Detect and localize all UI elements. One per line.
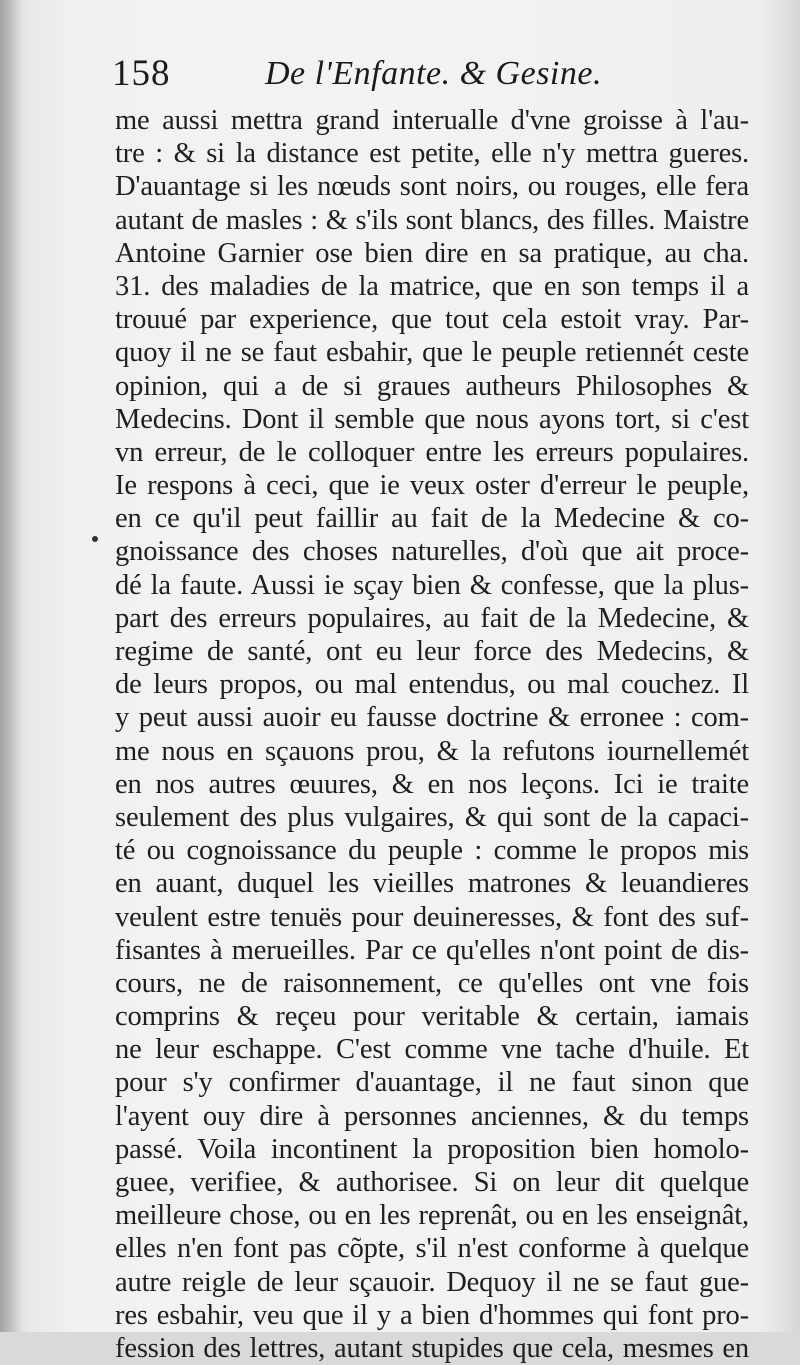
- text-line: Antoine Garnier ose bien dire en sa pratique, au cha.: [115, 237, 749, 269]
- text-line: autant de masles : & s'ils sont blancs, des filles. Maistre: [115, 204, 749, 236]
- text-line: veulent estre tenuës pour deuineresses, & font des suf-: [115, 901, 749, 933]
- text-line: opinion, qui a de si graues autheurs Philosophes &: [115, 370, 749, 402]
- text-line: ne leur eschappe. C'est comme vne tache d'huile. Et: [115, 1034, 749, 1066]
- text-line: meilleure chose, ou en les reprenât, ou en les enseignât,: [115, 1200, 749, 1232]
- text-line: passé. Voila incontinent la proposition bien homolo-: [115, 1133, 749, 1165]
- text-line: res esbahir, veu que il y a bien d'hommes qui font pro-: [115, 1299, 749, 1331]
- text-line: té ou cognoissance du peuple : comme le propos mis: [115, 835, 749, 867]
- text-line: en ce qu'il peut faillir au fait de la Medecine & co-: [115, 503, 749, 535]
- text-line: guee, verifiee, & authorisee. Si on leur dit quelque: [115, 1167, 749, 1198]
- text-line: cours, ne de raisonnement, ce qu'elles ont vne fois: [115, 967, 749, 999]
- text-line: elles n'en font pas cõpte, s'il n'est conforme à quelque: [115, 1233, 749, 1265]
- text-line: y peut aussi auoir eu fausse doctrine & erronee : com-: [115, 702, 749, 734]
- text-line: autre reigle de leur sçauoir. Dequoy il ne se faut gue-: [115, 1266, 749, 1298]
- text-line: D'auantage si les nœuds sont noirs, ou rouges, elle fera: [115, 171, 749, 203]
- text-line: me nous en sçauons prou, & la refutons iournellemét: [115, 735, 749, 767]
- page-number: 158: [112, 53, 171, 94]
- text-line: Medecins. Dont il semble que nous ayons tort, si c'est: [115, 403, 749, 435]
- text-line: quoy il ne se faut esbahir, que le peuple retiennét ceste: [115, 337, 749, 369]
- text-line: trouué par experience, que tout cela estoit vray. Par-: [115, 304, 749, 336]
- text-line: comprins & reçeu pour veritable & certain, iamais: [115, 1001, 749, 1033]
- ink-speck: [92, 536, 98, 542]
- text-line: fisantes à merueilles. Par ce qu'elles n'ont point de dis-: [115, 934, 749, 966]
- text-line: seulement des plus vulgaires, & qui sont de la capaci-: [115, 801, 749, 833]
- text-line: fession des lettres, autant stupides que cela, mesmes en: [115, 1332, 749, 1364]
- text-line: en nos autres œuures, & en nos leçons. Ici ie traite: [115, 768, 749, 800]
- text-line: Ie respons à ceci, que ie veux oster d'erreur le peuple,: [115, 470, 749, 502]
- text-line: pour s'y confirmer d'auantage, il ne faut sinon que: [115, 1067, 749, 1099]
- text-line: me aussi mettra grand interualle d'vne groisse à l'au-: [115, 105, 749, 136]
- text-line: tre : & si la distance est petite, elle n'y mettra gueres.: [115, 138, 749, 170]
- text-line: gnoissance des choses naturelles, d'où que ait proce-: [115, 536, 749, 568]
- text-line: en auant, duquel les vieilles matrones & leuandieres: [115, 868, 749, 900]
- running-title: De l'Enfante. & Gesine.: [265, 55, 602, 92]
- text-line: dé la faute. Aussi ie sçay bien & confesse, que la plus-: [115, 569, 749, 601]
- body-text: [115, 104, 749, 1365]
- running-head: [110, 52, 750, 102]
- binding-shadow: [0, 0, 22, 1332]
- text-line: de leurs propos, ou mal entendus, ou mal couchez. Il: [115, 669, 749, 701]
- text-line: part des erreurs populaires, au fait de la Medecine, &: [115, 602, 749, 634]
- text-line: l'ayent ouy dire à personnes anciennes, & du temps: [115, 1100, 749, 1132]
- text-line: regime de santé, ont eu leur force des Medecins, &: [115, 636, 749, 667]
- text-line: 31. des maladies de la matrice, que en son temps il a: [115, 270, 749, 302]
- text-line: vn erreur, de le colloquer entre les erreurs populaires.: [115, 436, 749, 468]
